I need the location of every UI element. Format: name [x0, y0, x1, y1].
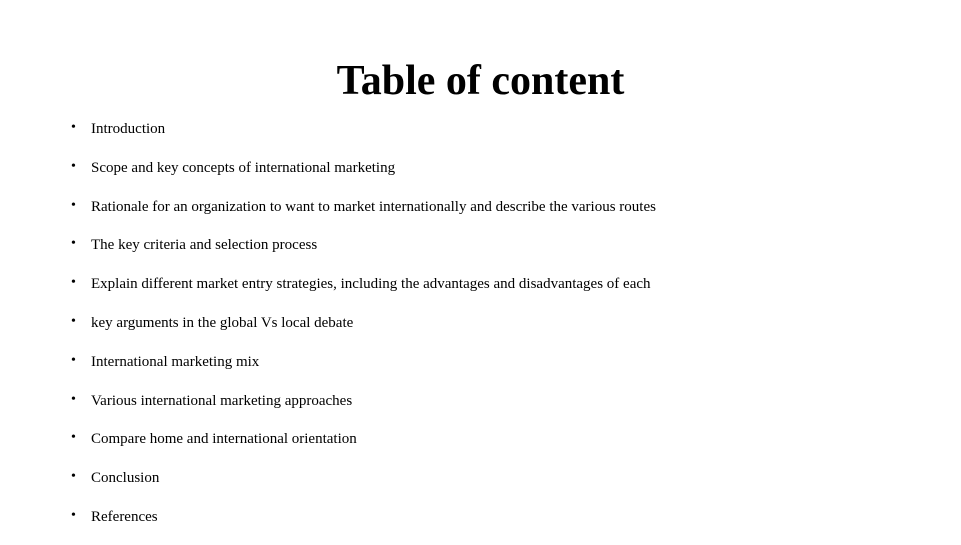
list-item [71, 273, 656, 312]
slide-title: Table of content [336, 58, 625, 104]
list-item [71, 118, 656, 157]
bullet-icon: • [71, 275, 76, 291]
list-item-text: International marketing mix [91, 353, 260, 370]
list-item-text: Scope and key concepts of international marketing [91, 159, 396, 176]
list-item [71, 196, 656, 235]
list-item-text: Compare home and international orientation [91, 431, 357, 448]
list-item [71, 506, 656, 545]
list-item-text: References [91, 508, 158, 525]
list-item [71, 351, 656, 390]
bullet-icon: • [71, 236, 76, 252]
list-item [71, 234, 656, 273]
list-item [71, 428, 656, 467]
bullet-icon: • [71, 197, 76, 213]
bullet-icon: • [71, 430, 76, 446]
list-item-text: Explain different market entry strategies, including the advantages and disadvantages of each [91, 276, 651, 293]
bullet-icon: • [71, 391, 76, 407]
bullet-icon: • [71, 313, 76, 329]
list-item [71, 157, 656, 196]
list-item-text: Conclusion [91, 470, 160, 487]
list-item-text: Various international marketing approaches [91, 392, 353, 409]
bullet-icon: • [71, 120, 76, 135]
list-item-text: key arguments in the global Vs local debate [91, 314, 354, 331]
list-item-text: Rationale for an organization to want to market internationally and describe the various routes [91, 198, 656, 215]
list-item-text: The key criteria and selection process [91, 237, 318, 254]
bullet-icon: • [71, 469, 76, 485]
list-item [71, 312, 656, 351]
bullet-icon: • [71, 507, 76, 523]
bullet-icon: • [71, 158, 76, 174]
bullet-icon: • [71, 352, 76, 368]
list-item-text: Introduction [91, 121, 166, 137]
list-item [71, 467, 656, 506]
list-item [71, 390, 656, 429]
table-of-contents-list [71, 118, 656, 545]
